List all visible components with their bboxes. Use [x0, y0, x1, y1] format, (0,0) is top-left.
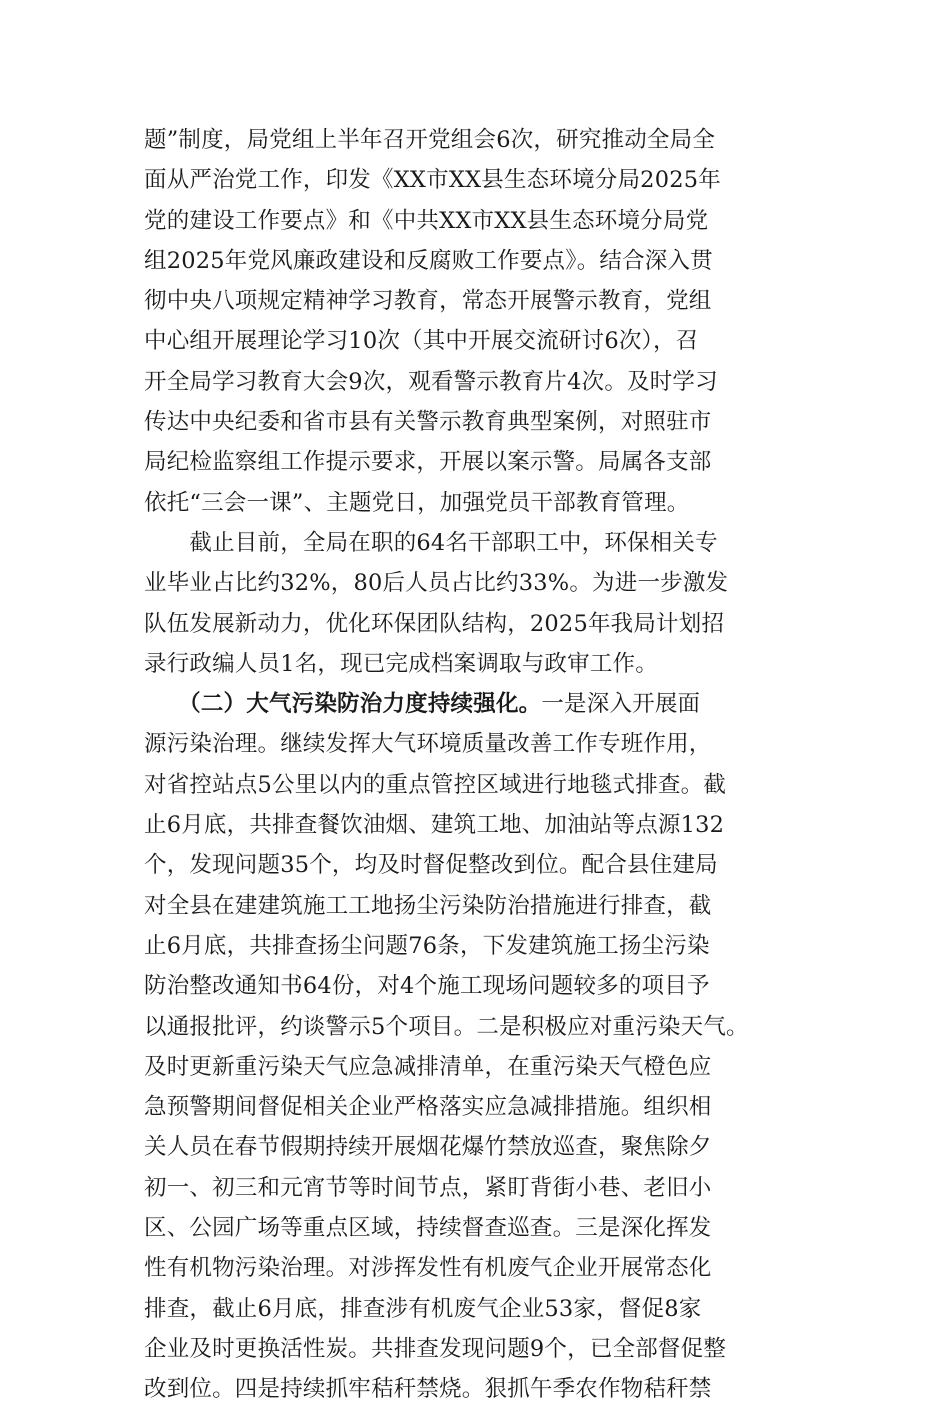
- text-line: [144, 1007, 844, 1047]
- body-text: 急预警期间督促相关企业严格落实应急减排措施。组织相: [144, 1094, 712, 1121]
- text-line: [144, 724, 844, 764]
- body-text: 局纪检监察组工作提示要求，开展以案示警。局属各支部: [144, 449, 712, 476]
- text-line: [144, 1208, 844, 1248]
- text-line: [144, 684, 844, 724]
- body-text: 业毕业占比约32%，80后人员占比约33%。为进一步激发: [144, 570, 729, 597]
- body-text: 个，发现问题35个，均及时督促整改到位。配合县住建局: [144, 852, 718, 879]
- text-line: [144, 1369, 844, 1409]
- text-line: [144, 563, 844, 603]
- text-line: [144, 201, 844, 241]
- body-text: 中心组开展理论学习10次（其中开展交流研讨6次），召: [144, 328, 699, 355]
- body-text: 彻中央八项规定精神学习教育，常态开展警示教育，党组: [144, 288, 712, 315]
- text-line: [144, 845, 844, 885]
- text-line: [144, 1047, 844, 1087]
- text-line: [144, 1127, 844, 1167]
- text-line: [144, 523, 844, 563]
- body-text: 区、公园广场等重点区域，持续督查巡查。三是深化挥发: [144, 1215, 712, 1242]
- body-text: 对省控站点5公里以内的重点管控区域进行地毯式排查。截: [144, 771, 727, 798]
- body-text: 初一、初三和元宵节等时间节点，紧盯背街小巷、老旧小: [144, 1174, 712, 1201]
- body-text: 排查，截止6月底，排查涉有机废气企业53家，督促8家: [144, 1295, 702, 1322]
- body-text: 性有机物污染治理。对涉挥发性有机废气企业开展常态化: [144, 1255, 712, 1282]
- text-line: [144, 362, 844, 402]
- text-line: [144, 241, 844, 281]
- body-text: 止6月底，共排查扬尘问题76条，下发建筑施工扬尘污染: [144, 932, 710, 959]
- body-text: 截止目前，全局在职的64名干部职工中，环保相关专: [144, 529, 718, 556]
- body-text: 录行政编人员1名，现已完成档案调取与政审工作。: [144, 650, 658, 677]
- body-text: 止6月底，共排查餐饮油烟、建筑工地、加油站等点源132: [144, 812, 725, 839]
- text-line: [144, 926, 844, 966]
- document-body: [144, 120, 844, 1410]
- text-line: [144, 402, 844, 442]
- text-line: [144, 483, 844, 523]
- body-text: 传达中央纪委和省市县有关警示教育典型案例，对照驻市: [144, 409, 712, 436]
- body-text: 队伍发展新动力，优化环保团队结构，2025年我局计划招: [144, 610, 725, 637]
- body-text: 题”制度，局党组上半年召开党组会6次，研究推动全局全: [144, 127, 716, 153]
- body-text: 及时更新重污染天气应急减排清单，在重污染天气橙色应: [144, 1053, 712, 1080]
- text-line: [144, 966, 844, 1006]
- text-line: [144, 604, 844, 644]
- text-line: [144, 765, 844, 805]
- body-text: 防治整改通知书64份，对4个施工现场问题较多的项目予: [144, 973, 710, 1000]
- text-line: [144, 120, 844, 160]
- body-text: 开全局学习教育大会9次，观看警示教育片4次。及时学习: [144, 368, 718, 395]
- body-text: 组2025年党风廉政建设和反腐败工作要点》。结合深入贯: [144, 247, 713, 274]
- text-line: [144, 886, 844, 926]
- section-heading: （二）大气污染防治力度持续强化。: [144, 691, 542, 718]
- text-line: [144, 805, 844, 845]
- body-text: 党的建设工作要点》和《中共XX市XX县生态环境分局党: [144, 207, 709, 234]
- text-line: [144, 442, 844, 482]
- body-text: 以通报批评，约谈警示5个项目。二是积极应对重污染天气。: [144, 1013, 749, 1040]
- body-text: 源污染治理。继续发挥大气环境质量改善工作专班作用，: [144, 731, 712, 758]
- body-text: 企业及时更换活性炭。共排查发现问题9个，已全部督促整: [144, 1335, 727, 1362]
- text-line: [144, 281, 844, 321]
- body-text: 面从严治党工作，印发《XX市XX县生态环境分局2025年: [144, 167, 721, 194]
- text-line: [144, 644, 844, 684]
- body-text: 一是深入开展面: [541, 691, 701, 718]
- text-line: [144, 1289, 844, 1329]
- text-line: [144, 1168, 844, 1208]
- body-text: 关人员在春节假期持续开展烟花爆竹禁放巡查，聚焦除夕: [144, 1134, 712, 1161]
- body-text: 对全县在建建筑施工工地扬尘污染防治措施进行排查，截: [144, 892, 712, 919]
- body-text: 依托“三会一课”、主题党日，加强党员干部教育管理。: [144, 489, 690, 516]
- text-line: [144, 321, 844, 361]
- text-line: [144, 1329, 844, 1369]
- text-line: [144, 160, 844, 200]
- text-line: [144, 1087, 844, 1127]
- text-line: [144, 1248, 844, 1288]
- body-text: 改到位。四是持续抓牢秸秆禁烧。狠抓午季农作物秸秆禁: [144, 1376, 712, 1403]
